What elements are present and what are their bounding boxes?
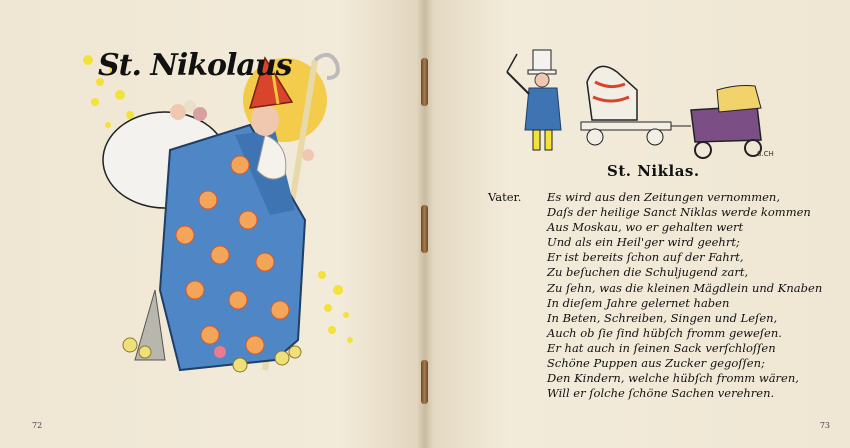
poem-line: In Beten, Schreiben, Singen und Leſen, (547, 310, 778, 325)
poem-line: Zu ſehn, was die kleinen Mägdlein und Knaben (547, 280, 823, 295)
poem-line: Und als ein Heil'ger wird geehrt; (547, 235, 740, 250)
toy-cart-illustration (495, 42, 775, 160)
poem-text (547, 190, 822, 401)
page-number-right: 73 (819, 421, 830, 430)
speaker-label: Vater. (488, 190, 522, 204)
poem-line: Es wird aus den Zeitungen vernommen, (547, 190, 780, 204)
artist-signature: S.CH (757, 150, 774, 158)
poem-line: Er hat auch in ſeinen Sack verſchloſſen (547, 340, 776, 355)
poem-line: Den Kindern, welche hübſch fromm wären, (547, 371, 799, 386)
poem-line: Schöne Puppen aus Zucker gegoſſen; (547, 356, 765, 371)
st-nikolaus-illustration (60, 40, 370, 390)
poem-line: In dieſem Jahre gelernet haben (547, 295, 730, 310)
poem-line: Er ist bereits ſchon auf der Fahrt, (547, 250, 744, 265)
page-number-left: 72 (32, 421, 43, 430)
poem-line: Auch ob ſie ſind hübſch fromm geweſen. (547, 325, 782, 340)
page-title-left: St. Nikolaus (98, 48, 292, 83)
poem-line: Will er ſolche ſchöne Sachen verehren. (547, 386, 775, 401)
poem-line: Zu beſuchen die Schuljugend zart, (547, 265, 749, 280)
poem-title: St. Niklas. (607, 162, 700, 180)
poem-line: Aus Moskau, wo er gehalten wert (547, 220, 744, 235)
poem-line: Daſs der heilige Sanct Niklas werde kommen (547, 205, 811, 220)
right-page (425, 0, 850, 448)
